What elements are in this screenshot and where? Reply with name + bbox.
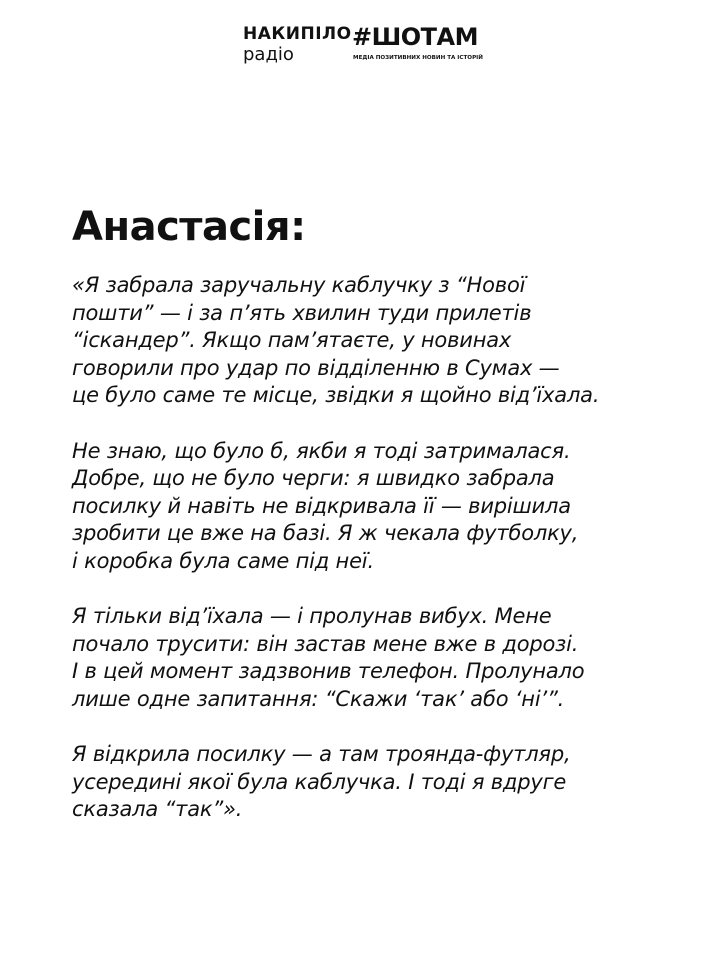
quote-line: почало трусити: він застав мене вже в дорозі. bbox=[72, 631, 579, 656]
shotam-logo bbox=[352, 24, 492, 70]
quote-paragraph bbox=[72, 741, 652, 824]
quote-line: і коробка була саме під неї. bbox=[72, 548, 374, 573]
quote-line: сказала “так”». bbox=[72, 797, 243, 821]
quote-paragraph bbox=[72, 272, 652, 410]
quote-line: “іскандер”. Якщо пам’ятаєте, у новинах bbox=[72, 328, 512, 352]
quote-line: «Я забрала заручальну каблучку з “Нової bbox=[72, 273, 526, 297]
quote-line: Добре, що не було черги: я швидко забрала bbox=[72, 466, 555, 490]
shotam-logo-tagline: МЕДІА ПОЗИТИВНИХ НОВИН ТА ІСТОРІЙ bbox=[353, 55, 483, 61]
shotam-logo-wordmark: #ШОТАМ bbox=[352, 23, 478, 51]
quote-line: говорили про удар по відділенню в Сумах — bbox=[72, 355, 560, 380]
quote-line: усередині якої була каблучка. І тоді я вдруге bbox=[72, 769, 567, 794]
quote-text bbox=[72, 272, 652, 852]
quote-line: Я тільки від’їхала — і пролунав вибух. Мене bbox=[72, 604, 552, 628]
header bbox=[0, 24, 720, 72]
quote-paragraph bbox=[72, 603, 652, 713]
quote-line: Я відкрила посилку — а там троянда-футляр, bbox=[72, 742, 571, 766]
nakypilo-logo-wordmark: НАКИПІЛО bbox=[243, 24, 352, 44]
speaker-name: Анастасія: bbox=[72, 204, 306, 250]
quote-line: зробити це вже на базі. Я ж чекала футболку, bbox=[72, 521, 579, 545]
quote-line: І в цей момент задзвонив телефон. Пролунало bbox=[72, 659, 585, 683]
nakypilo-radio-logo bbox=[243, 24, 352, 70]
nakypilo-logo-subtitle: радіо bbox=[243, 44, 294, 65]
quote-paragraph bbox=[72, 438, 652, 576]
quote-line: посилку й навіть не відкривала її — вирішила bbox=[72, 493, 571, 518]
quote-line: це було саме те місце, звідки я щойно від’їхала. bbox=[72, 383, 600, 407]
quote-line: Не знаю, що було б, якби я тоді затрималася. bbox=[72, 438, 571, 463]
quote-line: лише одне запитання: “Скажи ‘так’ або ‘ні’”. bbox=[72, 686, 565, 711]
quote-line: пошти” — і за п’ять хвилин туди прилетів bbox=[72, 300, 532, 325]
